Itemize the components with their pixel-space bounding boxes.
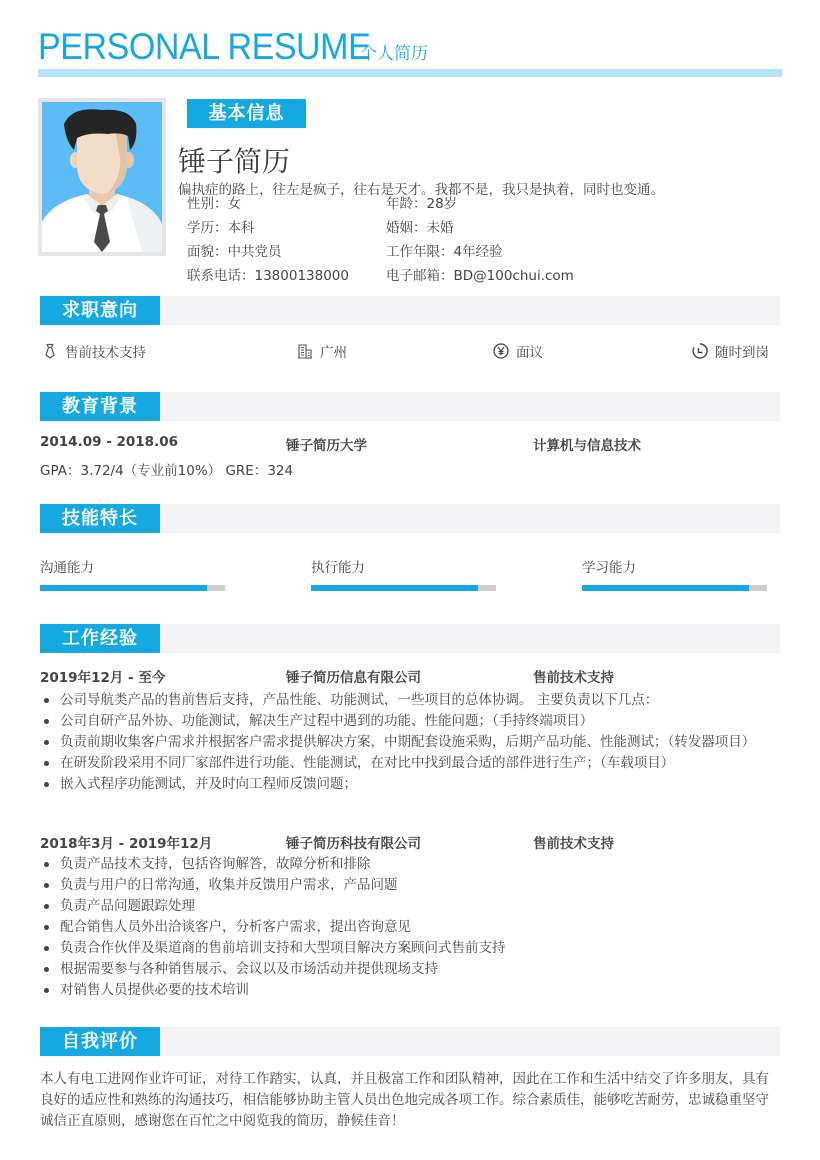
education-school: 锤子简历大学 [286, 438, 367, 454]
profile-photo [38, 98, 166, 256]
list-item: 公司导航类产品的售前售后支持，产品性能、功能测试，一些项目的总体协调。 主要负责以下几点： [40, 690, 780, 711]
education-major: 计算机与信息技术 [533, 438, 641, 454]
education-detail: GPA：3.72/4（专业前10%） GRE：324 [40, 463, 294, 479]
field-email: 电子邮箱：BD@100chui.com [386, 268, 574, 284]
skill-label-execution: 执行能力 [311, 560, 365, 576]
job-role: 售前技术支持 [533, 836, 614, 852]
candidate-name: 锤子简历 [178, 145, 291, 178]
header-rule [38, 69, 782, 77]
field-work-years: 工作年限：4年经验 [386, 244, 503, 260]
field-phone: 联系电话：13800138000 [187, 268, 349, 284]
list-item: 负责产品技术支持，包括咨询解答，故障分析和排除 [40, 854, 780, 875]
intent-availability-text: 随时到岗 [715, 345, 769, 361]
skill-bar-learning [582, 585, 767, 591]
job-1-bullets [40, 690, 780, 795]
section-title-self-eval: 自我评价 [40, 1027, 160, 1056]
self-eval-text: 本人有电工进网作业许可证，对待工作踏实，认真，并且极富工作和团队精神，因此在工作和生活中结交了许多朋友，具有良好的适应性和熟练的沟通技巧，相信能够协助主管人员出色地完成各项工作。综合素质佳，能够吃苦耐劳，忠诚稳重坚守诚信正直原则，感谢您在百忙之中阅览我的简历，静候佳音！ [40, 1071, 769, 1129]
skill-label-learning: 学习能力 [582, 560, 636, 576]
job-company: 锤子简历科技有限公司 [286, 836, 421, 852]
education-period: 2014.09 - 2018.06 [40, 434, 178, 450]
intent-availability [692, 341, 769, 361]
yen-icon [493, 343, 509, 359]
list-item: 负责合作伙伴及渠道商的售前培训支持和大型项目解决方案顾问式售前支持 [40, 938, 780, 959]
job-period: 2018年3月 - 2019年12月 [40, 836, 213, 852]
list-item: 配合销售人员外出洽谈客户，分析客户需求，提出咨询意见 [40, 917, 780, 938]
list-item: 负责前期收集客户需求并根据客户需求提供解决方案，中期配套设施采购，后期产品功能、性能测试；（转发器项目） [40, 732, 780, 753]
section-title-basic-info: 基本信息 [187, 99, 306, 128]
job-period: 2019年12月 - 至今 [40, 670, 166, 686]
intent-position [42, 341, 146, 361]
list-item: 负责与用户的日常沟通，收集并反馈用户需求，产品问题 [40, 875, 780, 896]
section-title-education: 教育背景 [40, 392, 160, 421]
field-education: 学历：本科 [187, 220, 255, 236]
field-age: 年龄：28岁 [386, 196, 458, 212]
skill-bar-execution [311, 585, 496, 591]
intent-salary-text: 面议 [516, 345, 543, 361]
resume-header [38, 26, 428, 68]
title-en: PERSONAL RESUME [38, 26, 371, 67]
section-bar-self-eval [40, 1027, 780, 1056]
field-marital: 婚姻：未婚 [386, 220, 454, 236]
list-item: 对销售人员提供必要的技术培训 [40, 980, 780, 1001]
title-cn: 个人简历 [360, 44, 428, 64]
section-title-skills: 技能特长 [40, 504, 160, 533]
section-title-intent: 求职意向 [40, 296, 160, 325]
list-item: 根据需要参与各种销售展示、会议以及市场活动并提供现场支持 [40, 959, 780, 980]
skill-fill [40, 585, 207, 591]
intent-position-text: 售前技术支持 [65, 345, 146, 361]
skill-fill [582, 585, 749, 591]
avatar-icon [42, 102, 162, 252]
intent-salary [493, 341, 543, 361]
field-gender: 性别：女 [187, 196, 241, 212]
tie-icon [42, 343, 58, 359]
job-role: 售前技术支持 [533, 670, 614, 686]
list-item: 嵌入式程序功能测试，并及时向工程师反馈问题； [40, 774, 780, 795]
section-title-work: 工作经验 [40, 624, 160, 653]
candidate-motto: 偏执症的路上，往左是疯子，往右是天才。我都不是，我只是执着，同时也变通。 [178, 182, 664, 198]
section-bar-work [40, 624, 780, 653]
intent-city [297, 341, 347, 361]
job-2-bullets [40, 854, 780, 1001]
skill-bar-communication [40, 585, 225, 591]
skill-label-communication: 沟通能力 [40, 560, 94, 576]
section-bar-intent [40, 296, 780, 325]
list-item: 在研发阶段采用不同厂家部件进行功能、性能测试，在对比中找到最合适的部件进行生产；（车载项目） [40, 753, 780, 774]
list-item: 公司自研产品外协、功能测试，解决生产过程中遇到的功能、性能问题；（手持终端项目） [40, 711, 780, 732]
list-item: 负责产品问题跟踪处理 [40, 896, 780, 917]
skill-fill [311, 585, 478, 591]
section-bar-education [40, 392, 780, 421]
job-company: 锤子简历信息有限公司 [286, 670, 421, 686]
building-icon [297, 343, 313, 359]
field-political: 面貌：中共党员 [187, 244, 282, 260]
section-bar-skills [40, 504, 780, 533]
clock-icon [692, 343, 708, 359]
intent-city-text: 广州 [320, 345, 347, 361]
